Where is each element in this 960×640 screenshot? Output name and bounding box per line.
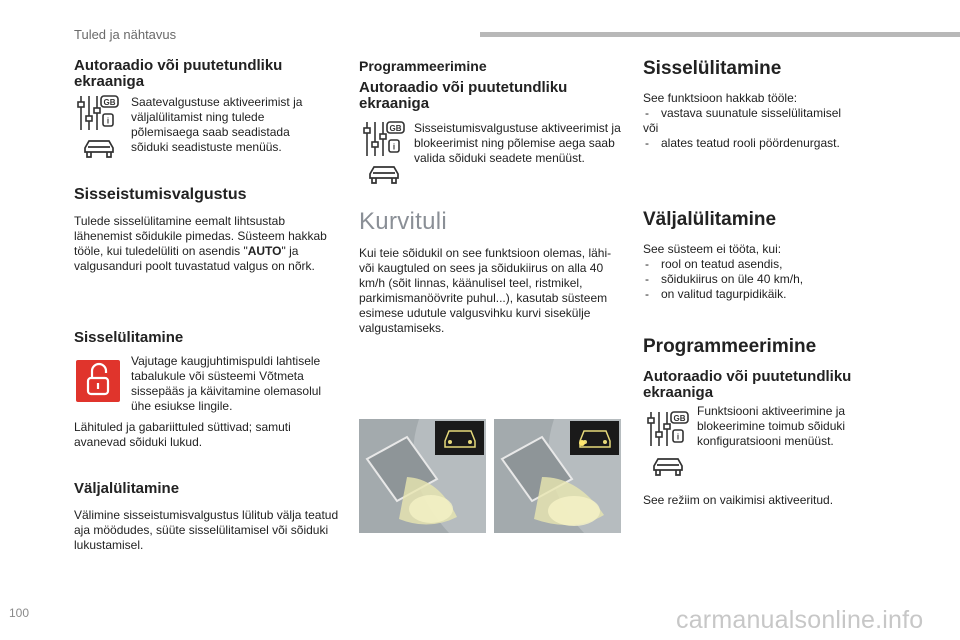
- col3-title: Autoraadio või puutetundliku ekraaniga: [643, 368, 852, 401]
- settings-sliders-icon-2: [362, 120, 406, 158]
- car-icon-3: [651, 456, 685, 478]
- list-item: - vastava suunatule sisselülitamisel: [643, 106, 893, 121]
- col3-or: või: [643, 121, 659, 135]
- col2-text3: Kui teie sõidukil on see funktsioon olemas, lähi- või kaugtuled on sees ja sõidukiirus on alla 40 km/h (sõit linnas, käänulisel teel, ristmikel, parkimismanöövrite puhul...), kasutab süsteem esimese udutule valgusvihku kurvi sisekülje valgustamiseks.: [359, 246, 612, 335]
- heading-sisselulitamine-2: Sisselülitamine: [643, 58, 782, 79]
- col1-text5: Välimine sisseistumisvalgustus lülitub välja teatud aja möödudes, süüte sisselülitamisel või sõiduki lukustamisel.: [74, 508, 339, 552]
- col1-text2: Tulede sisselülitamine eemalt lihtsustab lähenemist sõidukile pimedas. Süsteem hakkab tööle, kui tuledelüliti on asendis "AUTO" ja valgusanduri poolt tuvastatud valgus on nõrk.: [74, 214, 327, 273]
- svg-text:i: i: [392, 142, 396, 152]
- col3-text4: Funktsiooni aktiveerimine ja blokeerimine toimub sõiduki konfiguratsiooni menüüst.: [697, 404, 846, 448]
- watermark: carmanualsonline.info: [676, 606, 924, 634]
- list-item: - on valitud tagurpidikäik.: [643, 287, 893, 302]
- heading-programmeerimine-1: Programmeerimine: [359, 58, 487, 74]
- heading-sisseistumisvalgustus: Sisseistumisvalgustus: [74, 186, 247, 203]
- open-lock-icon: [76, 360, 120, 402]
- car-icon: [82, 138, 116, 160]
- cornering-light-illustration-1: [359, 419, 486, 533]
- heading-programmeerimine-2: Programmeerimine: [643, 336, 817, 357]
- cornering-light-illustration-2: [494, 419, 621, 533]
- page-number: 100: [9, 606, 30, 620]
- svg-text:GB: GB: [389, 124, 402, 133]
- list-item: - rool on teatud asendis,: [643, 257, 893, 272]
- heading-kurvituli: Kurvituli: [359, 208, 448, 235]
- col1-title: Autoraadio või puutetundliku ekraaniga: [74, 57, 283, 90]
- svg-text:i: i: [676, 432, 680, 442]
- col3-list1: [643, 106, 893, 121]
- heading-sisselulitamine-1: Sisselülitamine: [74, 329, 184, 346]
- svg-text:i: i: [106, 116, 110, 126]
- svg-text:GB: GB: [673, 414, 686, 423]
- list-item: - sõidukiirus on üle 40 km/h,: [643, 272, 893, 287]
- settings-sliders-icon-3: [646, 410, 690, 448]
- col1-text3: Vajutage kaugjuhtimispuldi lahtisele tabalukule või süsteemi Võtmeta sissepääs ja käivitamine olemasolul ühe esiukse lingile.: [131, 354, 322, 413]
- list-item: - alates teatud rooli pöördenurgast.: [643, 136, 893, 151]
- col1-text1: Saatevalgustuse aktiveerimist ja väljalülitamist ning tulede põlemisaega saab seadistada sõiduki seadistuste menüüs.: [131, 95, 303, 154]
- car-icon-2: [367, 164, 401, 186]
- col3-list1b: [643, 136, 893, 151]
- col3-text1: See funktsioon hakkab tööle:: [643, 91, 798, 105]
- col3-list2: [643, 257, 893, 302]
- col2-title: Autoraadio või puutetundliku ekraaniga: [359, 79, 568, 112]
- settings-sliders-icon: [76, 94, 120, 132]
- heading-valjalulitamine-2: Väljalülitamine: [643, 209, 777, 230]
- section-title: Tuled ja nähtavus: [74, 27, 177, 42]
- col3-text2: See süsteem ei tööta, kui:: [643, 242, 782, 256]
- gb-badge: GB: [103, 98, 116, 107]
- col1-text4: Lähituled ja gabariittuled süttivad; samuti avanevad sõiduki lukud.: [74, 420, 291, 449]
- header-bar: [480, 32, 960, 37]
- col3-text5: See režiim on vaikimisi aktiveeritud.: [643, 493, 834, 507]
- heading-valjalulitamine-1: Väljalülitamine: [74, 480, 180, 497]
- col2-text2: Sisseistumisvalgustuse aktiveerimist ja blokeerimist ning põlemise aega saab valida sõiduki seadete menüüst.: [414, 121, 621, 165]
